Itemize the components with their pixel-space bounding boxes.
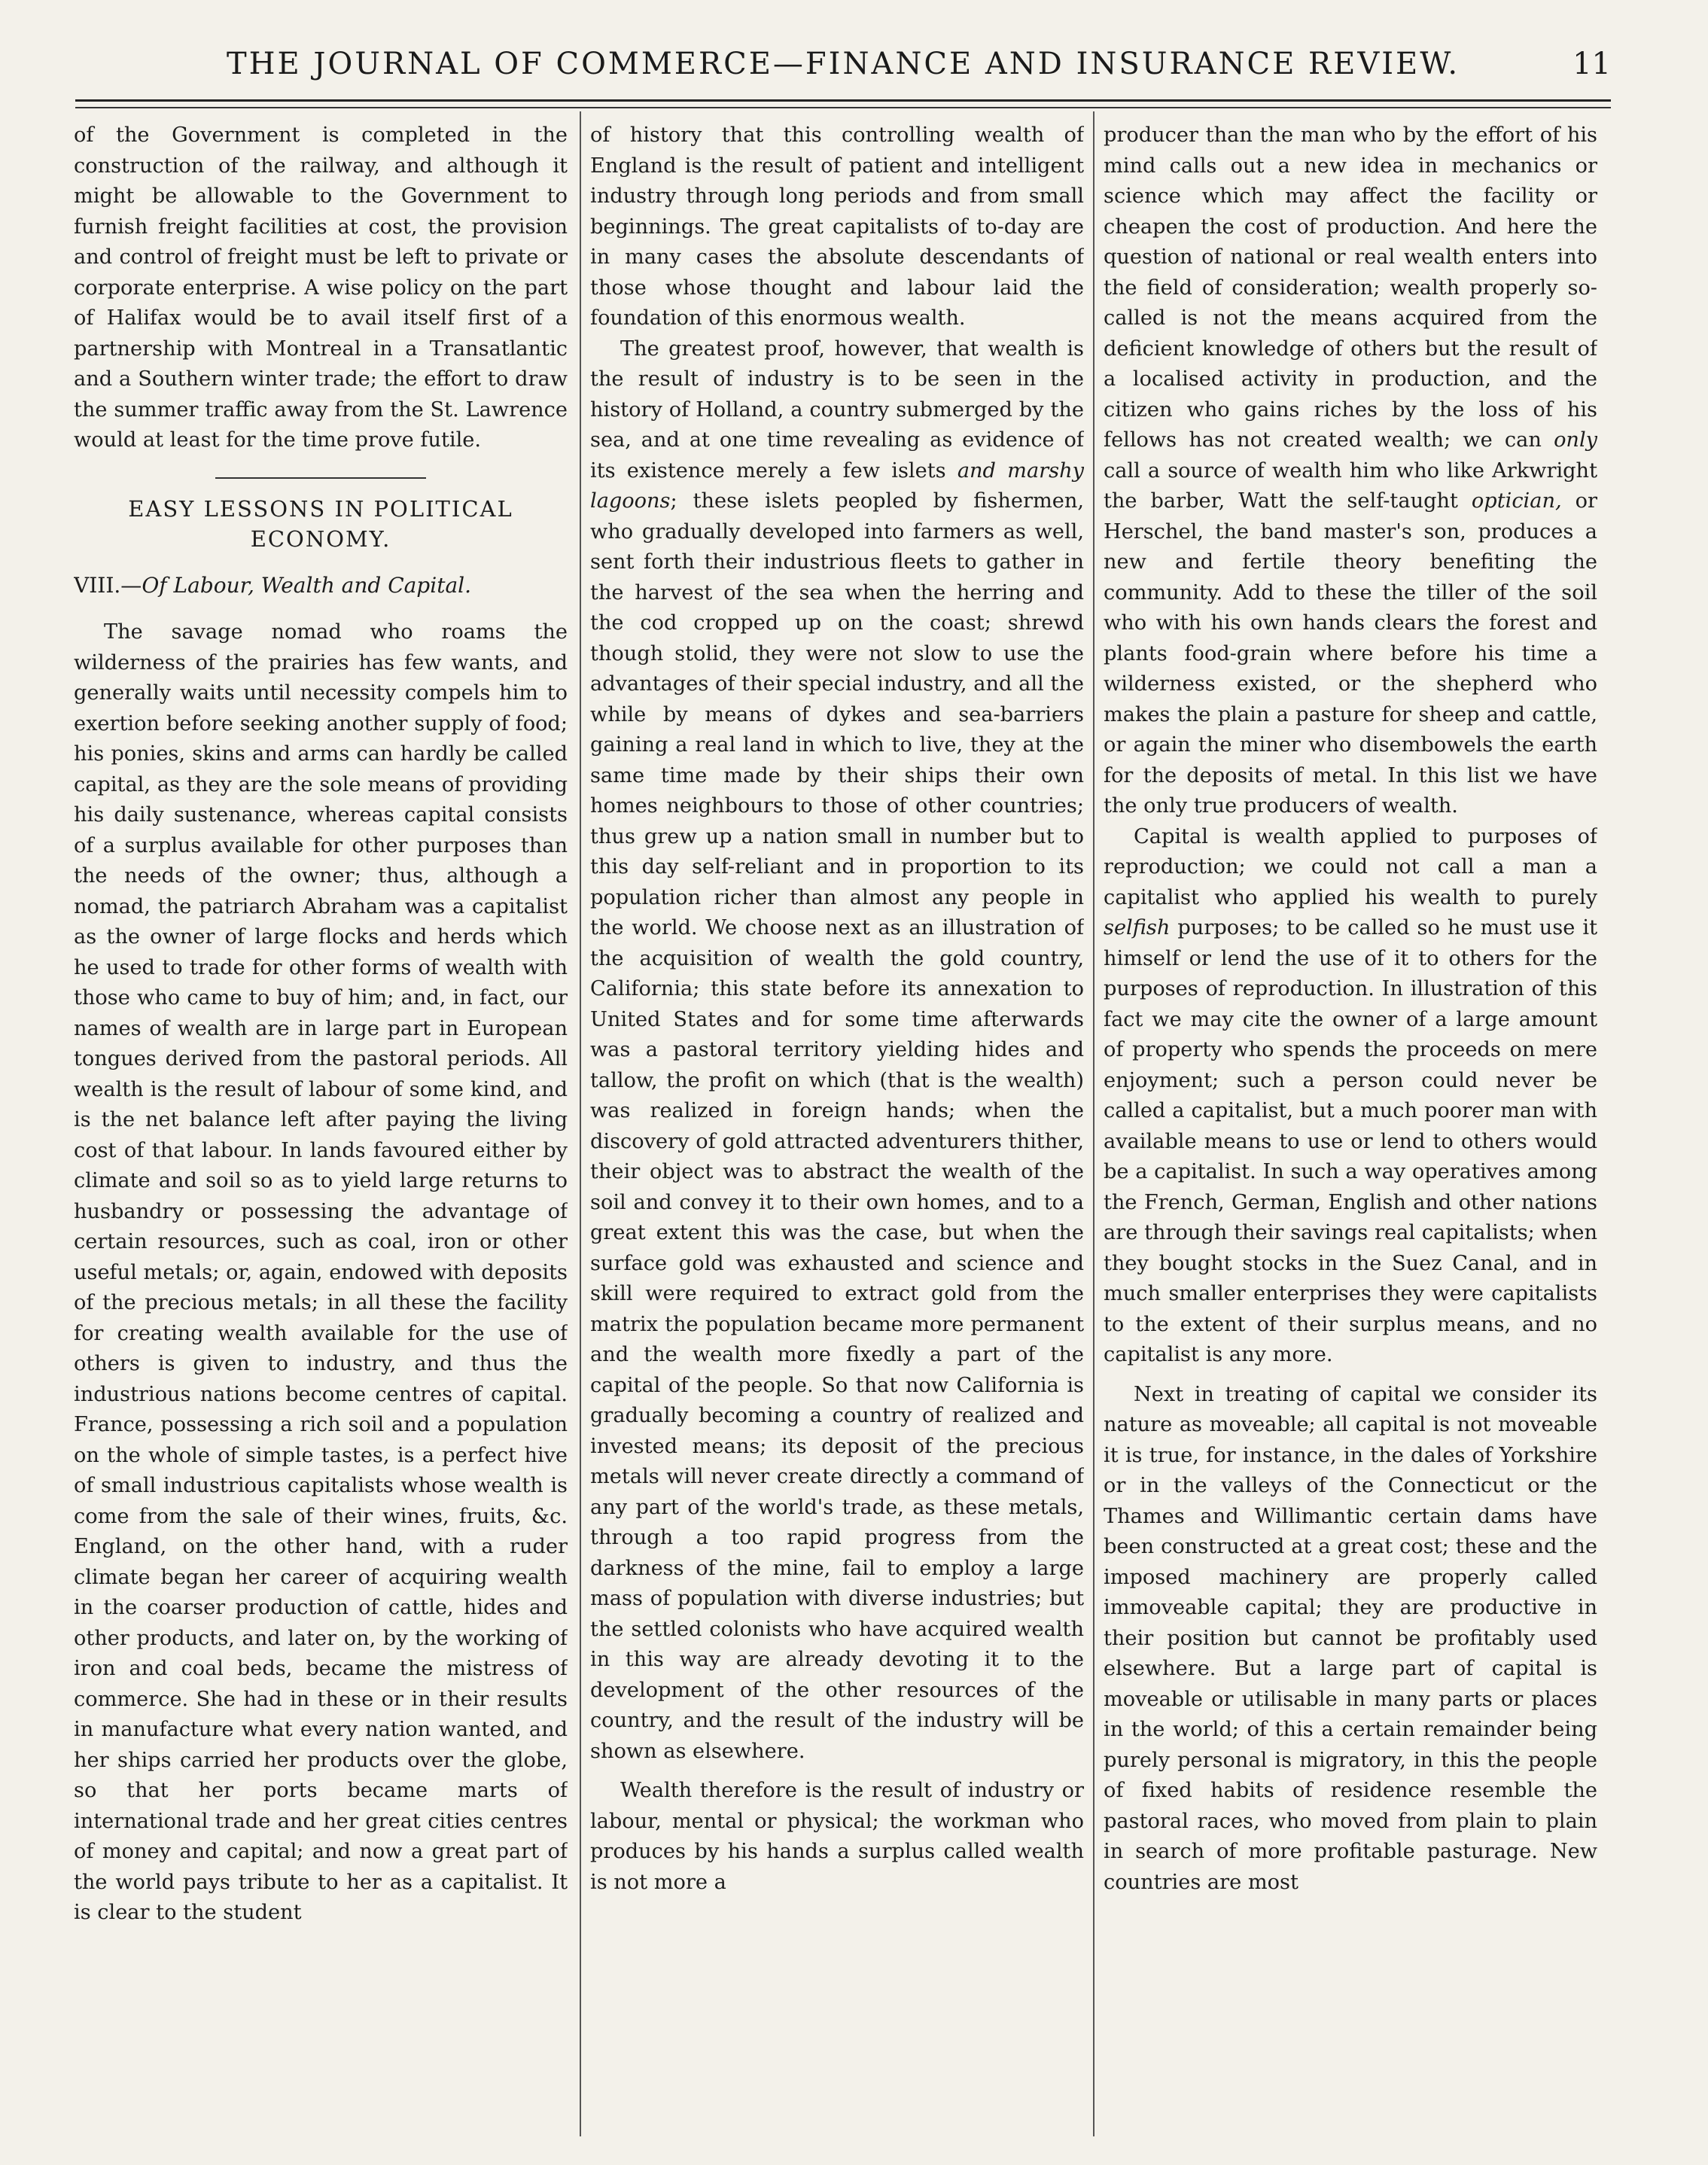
column-1 [74,120,568,2145]
column-3 [1104,120,1597,2145]
running-title: THE JOURNAL OF COMMERCE—FINANCE AND INSURANCE REVIEW. [226,47,1460,81]
page-number: 11 [1573,47,1611,81]
section-title: Of Labour, Wealth and Capital. [142,572,471,598]
section-divider [215,477,426,479]
column-2 [590,120,1084,2145]
section-number: VIII.— [74,572,142,598]
paragraph: Wealth therefore is the result of industry or labour, mental or physical; the workman who produces by his hands a surplus called wealth is not more a [590,1779,1084,1894]
page-header [75,47,1611,92]
paragraph: Next in treating of capital we consider its nature as moveable; all capital is not moveable it is true, for instance, in the dales of Yorkshire or in the valleys of the Connecticut or the Thames and Willimantic certain dams have been constructed at a great cost; these and the imposed machinery are properly called immoveable capital; they are productive in their position but cannot be profitably used elsewhere. But a large part of capital is moveable or utilisable in many parts or places in the world; of this a certain remainder being purely personal is migratory, in this the people of fixed habits of residence resemble the pastoral races, who moved from plain to plain in search of more profitable pasturage. New countries are most [1104,1382,1597,1894]
column-divider [580,111,581,2136]
section-heading [74,571,568,601]
column-divider [1093,111,1095,2136]
paragraph: producer than the man who by the effort of his mind calls out a new idea in mechanics or science which may affect the facility or cheapen the cost of production. And here the question of national or real wealth enters into the field of consideration; wealth properly so-called is not the means acquired from the deficient knowledge of others but the result of a localised activity in production, and the citizen who gains riches by the loss of his fellows has not created wealth; we can only call a source of wealth him who like Arkwright the barber, Watt the self-taught optician, or Herschel, the band master's son, produces a new and fertile theory benefiting the community. Add to these the tiller of the soil who with his own hands clears the forest and plants food-grain where before his time a wilderness existed, or the shepherd who makes the plain a pasture for sheep and cattle, or again the miner who disembowels the earth for the deposits of metal. In this list we have the only true producers of wealth. [1104,123,1597,818]
paragraph: The greatest proof, however, that wealth is the result of industry is to be seen in the history of Holland, a country submerged by the sea, and at one time revealing as evidence of its existence merely a few islets and marshy lagoons; these islets peopled by fishermen, who gradually developed into farmers as well, sent forth their industrious fleets to gather in the harvest of the sea when the herring and the cod cropped up on the coast; shrewd though stolid, they were not slow to use the advantages of their special industry, and all the while by means of dykes and sea-barriers gaining a real land in which to live, they at the same time made by their ships their own homes neighbours to those of other countries; thus grew up a nation small in number but to this day self-reliant and in proportion to its population richer than almost any people in the world. We choose next as an illustration of the acquisition of wealth the gold country, California; this state before its annexation to United States and for some time afterwards was a pastoral territory yielding hides and tallow, the profit on which (that is the wealth) was realized in foreign hands; when the discovery of gold attracted adventurers thither, their object was to abstract the wealth of the soil and convey it to their own homes, and to a great extent this was the case, but when the surface gold was exhausted and science and skill were required to extract gold from the matrix the population became more permanent and the wealth more fixedly a part of the capital of the people. So that now California is gradually becoming a country of realized and invested means; its deposit of the precious metals will never create directly a command of any part of the world's trade, as these metals, through a too rapid progress from the darkness of the mine, fail to employ a large mass of population with diverse industries; but the settled colonists who have acquired wealth in this way are already devoting it to the development of the other resources of the country, and the result of the industry will be shown as elsewhere. [590,336,1084,1763]
article-title: EASY LESSONS IN POLITICAL ECONOMY. [128,495,513,552]
header-rule-secondary [75,107,1611,108]
header-rule [75,99,1611,102]
paragraph: The savage nomad who roams the wilderness of the prairies has few wants, and generally waits until necessity compels him to exertion before seeking another supply of food; his ponies, skins and arms can hardly be called capital, as they are the sole means of providing his daily sustenance, whereas capital consists of a surplus available for other purposes than the needs of the owner; thus, although a nomad, the patriarch Abraham was a capitalist as the owner of large flocks and herds which he used to trade for other forms of wealth with those who came to buy of him; and, in fact, our names of wealth are in large part in European tongues derived from the pastoral periods. All wealth is the result of labour of some kind, and is the net balance left after paying the living cost of that labour. In lands favoured either by climate and soil so as to yield large returns to husbandry or possessing the advantage of certain resources, such as coal, iron or other useful metals; or, again, endowed with deposits of the precious metals; in all these the facility for creating wealth available for the use of others is given to industry, and thus the industrious nations become centres of capital. France, possessing a rich soil and a population on the whole of simple tastes, is a perfect hive of small industrious capitalists whose wealth is come from the sale of their wines, fruits, &c. England, on the other hand, with a ruder climate began her career of acquiring wealth in the coarser production of cattle, hides and other products, and later on, by the working of iron and coal beds, became the mistress of commerce. She had in these or in their results in manufacture what every nation wanted, and her ships carried her products over the globe, so that her ports became marts of international trade and her great cities centres of money and capital; and now a great part of the world pays tribute to her as a capitalist. It is clear to the student [74,620,568,1924]
paragraph: of the Government is completed in the construction of the railway, and although it might be allowable to the Government to furnish freight facilities at cost, the provision and control of freight must be left to private or corporate enterprise. A wise policy on the part of Halifax would be to avail itself first of a partnership with Montreal in a Transatlantic and a Southern winter trade; the effort to draw the summer traffic away from the St. Lawrence would at least for the time prove futile. [74,123,568,452]
paragraph: of history that this controlling wealth of England is the result of patient and intelligent industry through long periods and from small beginnings. The great capitalists of to-day are in many cases the absolute descendants of those whose thought and labour laid the foundation of this enormous wealth. [590,123,1084,330]
paragraph: Capital is wealth applied to purposes of reproduction; we could not call a man a capitalist who applied his wealth to purely selfish purposes; to be called so he must use it himself or lend the use of it to others for the purposes of reproduction. In illustration of this fact we may cite the owner of a large amount of property who spends the proceeds on mere enjoyment; such a person could never be called a capitalist, but a much poorer man with available means to use or lend to others would be a capitalist. In such a way operatives among the French, German, English and other nations are through their savings real capitalists; when they bought stocks in the Suez Canal, and in much smaller enterprises they were capitalists to the extent of their surplus means, and no capitalist is any more. [1104,824,1597,1366]
